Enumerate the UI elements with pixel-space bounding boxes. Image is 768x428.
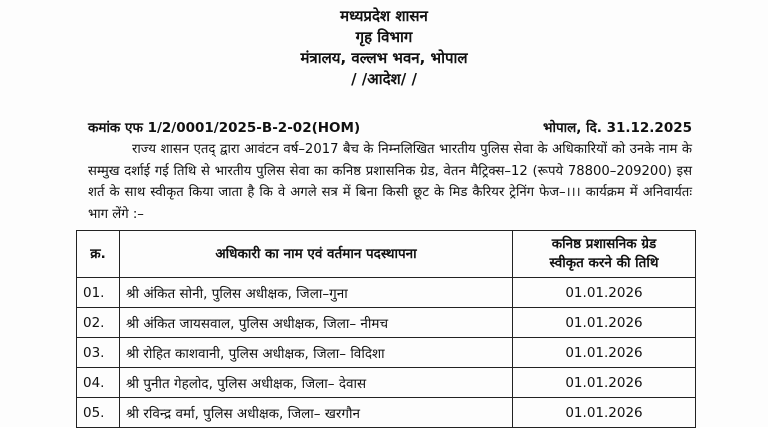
table-row [77, 278, 696, 308]
header-grant-date [513, 231, 696, 278]
row-serial-number: 04. [77, 368, 120, 398]
officers-table [76, 230, 696, 428]
row-serial-number: 05. [77, 398, 120, 428]
document-header [0, 6, 768, 90]
header-address: मंत्रालय, वल्लभ भवन, भोपाल [300, 49, 468, 67]
row-grant-date: 01.01.2026 [513, 338, 696, 368]
order-number: कमांक एफ 1/2/0001/2025-B-2-02(HOM) [88, 120, 361, 136]
row-grant-date: 01.01.2026 [513, 368, 696, 398]
header-grant-date-line1: कनिष्ठ प्रशासनिक ग्रेड [551, 236, 657, 252]
row-serial-number: 03. [77, 338, 120, 368]
row-grant-date: 01.01.2026 [513, 278, 696, 308]
row-grant-date: 01.01.2026 [513, 308, 696, 338]
table-row [77, 338, 696, 368]
row-officer-name: श्री पुनीत गेहलोद, पुलिस अधीक्षक, जिला– देवास [120, 368, 513, 398]
row-officer-name: श्री रोहित काशवानी, पुलिस अधीक्षक, जिला– विदिशा [120, 338, 513, 368]
header-officer-name: अधिकारी का नाम एवं वर्तमान पदस्थापना [120, 231, 513, 278]
place-date: भोपाल, दि. 31.12.2025 [542, 120, 692, 136]
order-body-text: राज्य शासन एतद् द्वारा आवंटन वर्ष–2017 बैच के निम्नलिखित भारतीय पुलिस सेवा के अधिकारियों को उनके नाम के सम्मुख दर्शाई गई तिथि से भारतीय पुलिस सेवा का कनिष्ठ प्रशासनिक ग्रेड, वेतन मैट्रिक्स–12 (रूपये 78800–209200) इस शर्त के साथ स्वीकृत किया जाता है कि वे अगले सत्र में बिना किसी छूट के मिड कैरियर ट्रेनिंग फेज–।।। कार्यक्रम में अनिवार्यतः भाग लेंगे :– [88, 142, 692, 222]
table-header-row [77, 231, 696, 278]
header-government: मध्यप्रदेश शासन [340, 7, 428, 25]
table-row [77, 398, 696, 428]
row-serial-number: 01. [77, 278, 120, 308]
table-row [77, 308, 696, 338]
table-row [77, 368, 696, 398]
row-officer-name: श्री रविन्द्र वर्मा, पुलिस अधीक्षक, जिला– खरगौन [120, 398, 513, 428]
header-grant-date-line2: स्वीकृत करने की तिथि [549, 255, 659, 271]
row-officer-name: श्री अंकित जायसवाल, पुलिस अधीक्षक, जिला– नीमच [120, 308, 513, 338]
row-serial-number: 02. [77, 308, 120, 338]
header-department: गृह विभाग [355, 28, 413, 46]
row-grant-date: 01.01.2026 [513, 398, 696, 428]
header-serial-number: क्र. [77, 231, 120, 278]
row-officer-name: श्री अंकित सोनी, पुलिस अधीक्षक, जिला–गुना [120, 278, 513, 308]
header-order-title: / /आदेश/ / [351, 70, 417, 88]
